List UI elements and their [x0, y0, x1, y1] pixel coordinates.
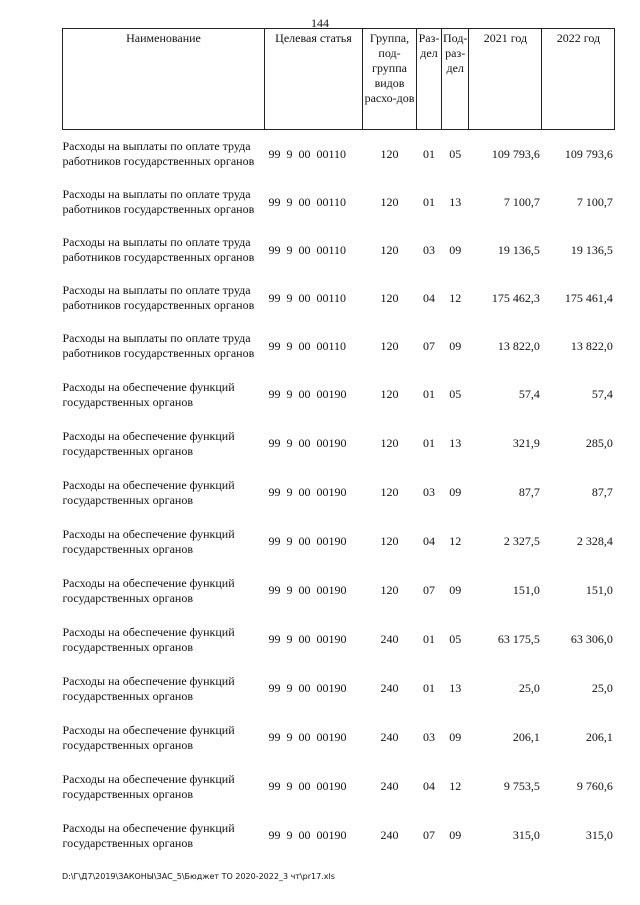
cell-razdel: 03 [423, 485, 435, 499]
cell-name: Расходы на обеспечение функций государственных органов [62, 820, 235, 850]
cell-target: 99 9 00 00190 [268, 730, 347, 744]
cell-2021: 9 753,5 [503, 779, 540, 793]
cell-2022: 151,0 [585, 583, 613, 597]
table-row [63, 566, 615, 615]
cell-razdel: 07 [423, 338, 435, 353]
table-row [63, 419, 615, 468]
cell-group: 120 [380, 583, 399, 597]
cell-target: 99 9 00 00190 [268, 534, 347, 548]
cell-podrazdel: 09 [449, 485, 462, 499]
header-podrazdel: Под-раз-дел [442, 29, 469, 130]
cell-2022: 63 306,0 [570, 632, 613, 646]
cell-group: 120 [380, 290, 399, 305]
cell-razdel: 04 [423, 779, 435, 793]
cell-target: 99 9 00 00190 [268, 387, 347, 401]
cell-group: 240 [380, 632, 399, 646]
cell-2021: 151,0 [512, 583, 540, 597]
cell-podrazdel: 09 [449, 338, 462, 353]
header-group: Группа, под-группа видов расхо-дов [363, 29, 417, 130]
cell-target: 99 9 00 00190 [268, 436, 347, 450]
table-row [63, 130, 615, 179]
cell-razdel: 03 [423, 730, 435, 744]
cell-target: 99 9 00 00190 [268, 485, 347, 499]
cell-2022: 7 100,7 [576, 194, 613, 209]
table-row [63, 468, 615, 517]
cell-2022: 109 793,6 [564, 146, 613, 161]
cell-razdel: 04 [423, 534, 435, 548]
cell-name: Расходы на выплаты по оплате труда работников государственных органов [62, 187, 255, 216]
cell-target: 99 9 00 00110 [268, 194, 347, 209]
cell-target: 99 9 00 00110 [268, 146, 347, 161]
table-row [63, 370, 615, 419]
cell-2021: 87,7 [518, 485, 540, 499]
cell-target: 99 9 00 00190 [268, 681, 347, 695]
cell-2022: 285,0 [585, 436, 613, 450]
table-row [63, 178, 615, 226]
cell-2022: 9 760,6 [576, 779, 613, 793]
page-number: 144 [311, 16, 329, 30]
cell-name: Расходы на обеспечение функций государственных органов [62, 771, 235, 801]
cell-target: 99 9 00 00190 [268, 828, 347, 842]
cell-group: 120 [380, 194, 399, 209]
cell-podrazdel: 12 [449, 290, 462, 305]
cell-name: Расходы на обеспечение функций государственных органов [62, 624, 235, 654]
cell-2022: 175 461,4 [564, 290, 613, 305]
cell-podrazdel: 09 [449, 730, 462, 744]
table-row [63, 274, 615, 322]
cell-podrazdel: 05 [449, 387, 462, 401]
cell-podrazdel: 05 [449, 632, 462, 646]
cell-name: Расходы на выплаты по оплате труда работников государственных органов [62, 139, 255, 168]
table-row [63, 664, 615, 713]
cell-name: Расходы на обеспечение функций государственных органов [62, 477, 235, 507]
header-2022: 2022 год [542, 29, 615, 130]
cell-podrazdel: 09 [449, 583, 462, 597]
header-2021: 2021 год [469, 29, 542, 130]
file-path-footer: D:\Г\Д7\2019\ЗАКОНЫ\ЗАС_5\Бюджет ТО 2020-2022_3 чт\pr17.xls [62, 872, 335, 881]
cell-2021: 175 462,3 [491, 290, 540, 305]
cell-razdel: 04 [423, 290, 435, 305]
cell-2021: 63 175,5 [497, 632, 540, 646]
cell-group: 120 [380, 242, 399, 257]
cell-2021: 7 100,7 [503, 194, 540, 209]
cell-podrazdel: 09 [449, 828, 462, 842]
cell-2021: 13 822,0 [497, 338, 540, 353]
cell-razdel: 07 [423, 583, 435, 597]
cell-podrazdel: 12 [449, 534, 462, 548]
cell-razdel: 07 [423, 828, 435, 842]
cell-group: 120 [380, 146, 399, 161]
cell-razdel: 01 [423, 681, 435, 695]
cell-podrazdel: 13 [449, 681, 462, 695]
cell-podrazdel: 13 [449, 436, 462, 450]
cell-group: 120 [380, 338, 399, 353]
cell-2021: 206,1 [512, 730, 540, 744]
cell-group: 240 [380, 779, 399, 793]
cell-2021: 315,0 [512, 828, 540, 842]
cell-podrazdel: 05 [449, 146, 462, 161]
cell-name: Расходы на обеспечение функций государственных органов [62, 575, 235, 605]
cell-razdel: 01 [423, 146, 435, 161]
cell-target: 99 9 00 00110 [268, 290, 347, 305]
cell-group: 240 [380, 681, 399, 695]
header-name: Наименование [63, 29, 265, 130]
cell-group: 120 [380, 534, 399, 548]
cell-name: Расходы на обеспечение функций государственных органов [62, 379, 235, 409]
cell-2021: 25,0 [518, 681, 540, 695]
cell-group: 120 [380, 485, 399, 499]
cell-group: 240 [380, 730, 399, 744]
cell-2021: 2 327,5 [503, 534, 540, 548]
table-row [63, 322, 615, 370]
cell-razdel: 01 [423, 387, 435, 401]
cell-group: 120 [380, 436, 399, 450]
cell-podrazdel: 13 [449, 194, 462, 209]
table-row [63, 615, 615, 664]
header-target: Целевая статья [265, 29, 363, 130]
cell-2022: 206,1 [585, 730, 613, 744]
cell-2021: 109 793,6 [491, 146, 540, 161]
header-razdel: Раз-дел [417, 29, 442, 130]
cell-2022: 315,0 [585, 828, 613, 842]
table-row [63, 811, 615, 860]
cell-target: 99 9 00 00190 [268, 632, 347, 646]
cell-razdel: 01 [423, 194, 435, 209]
cell-target: 99 9 00 00110 [268, 242, 347, 257]
cell-name: Расходы на выплаты по оплате труда работников государственных органов [62, 331, 255, 360]
cell-group: 120 [380, 387, 399, 401]
cell-2022: 2 328,4 [576, 534, 613, 548]
cell-name: Расходы на выплаты по оплате труда работников государственных органов [62, 235, 255, 264]
cell-2022: 57,4 [591, 387, 613, 401]
cell-2021: 321,9 [512, 436, 540, 450]
cell-podrazdel: 09 [449, 242, 462, 257]
table-row [63, 713, 615, 762]
cell-target: 99 9 00 00190 [268, 779, 347, 793]
table-header-row [63, 29, 615, 130]
cell-group: 240 [380, 828, 399, 842]
cell-razdel: 01 [423, 632, 435, 646]
cell-2022: 25,0 [591, 681, 613, 695]
cell-razdel: 03 [423, 242, 435, 257]
cell-name: Расходы на обеспечение функций государственных органов [62, 526, 235, 556]
cell-2021: 57,4 [518, 387, 540, 401]
cell-razdel: 01 [423, 436, 435, 450]
cell-target: 99 9 00 00110 [268, 338, 347, 353]
table-row [63, 762, 615, 811]
cell-target: 99 9 00 00190 [268, 583, 347, 597]
cell-podrazdel: 12 [449, 779, 462, 793]
cell-name: Расходы на обеспечение функций государственных органов [62, 428, 235, 458]
cell-name: Расходы на выплаты по оплате труда работников государственных органов [62, 283, 255, 312]
cell-2022: 13 822,0 [570, 338, 613, 353]
cell-2021: 19 136,5 [497, 242, 540, 257]
cell-2022: 19 136,5 [570, 242, 613, 257]
cell-2022: 87,7 [591, 485, 613, 499]
table-row [63, 517, 615, 566]
table-row [63, 226, 615, 274]
budget-table [62, 28, 615, 860]
cell-name: Расходы на обеспечение функций государственных органов [62, 722, 235, 752]
cell-name: Расходы на обеспечение функций государственных органов [62, 673, 235, 703]
